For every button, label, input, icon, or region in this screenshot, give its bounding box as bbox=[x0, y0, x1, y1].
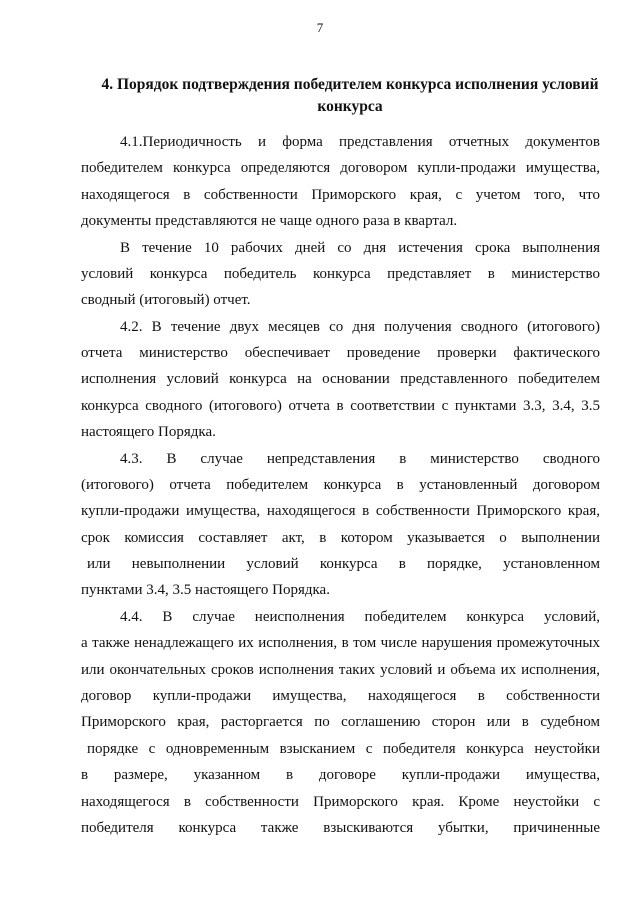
paragraph-4-4-line: а также ненадлежащего их исполнения, в том числе нарушения промежуточных bbox=[81, 635, 600, 651]
paragraph-4-2-line: отчета министерство обеспечивает проведение проверки фактического bbox=[81, 345, 600, 361]
paragraph-4-3-line: срок комиссия составляет акт, в котором указывается о выполнении bbox=[81, 530, 600, 546]
paragraph-4-3-line: купли-продажи имущества, находящегося в собственности Приморского края, bbox=[81, 503, 600, 519]
paragraph-4-1-line: 4.1.Периодичность и форма представления отчетных документов bbox=[120, 134, 600, 150]
paragraph-4-4-line: или окончательных сроков исполнения таких условий и объема их исполнения, bbox=[81, 662, 600, 678]
paragraph-4-2-line: конкурса сводного (итогового) отчета в соответствии с пунктами 3.3, 3.4, 3.5 bbox=[81, 398, 600, 414]
paragraph-4-3-line: или невыполнении условий конкурса в порядке, установленном bbox=[87, 556, 600, 572]
paragraph-4-3-line: 4.3. В случае непредставления в министерство сводного bbox=[120, 451, 600, 467]
paragraph-4-1-line: документы представляются не чаще одного раза в квартал. bbox=[81, 213, 458, 229]
paragraph-4-4-line: 4.4. В случае неисполнения победителем конкурса условий, bbox=[120, 609, 600, 625]
paragraph-4-4-line: Приморского края, расторгается по соглашению сторон или в судебном bbox=[81, 714, 600, 730]
paragraph-term-line: В течение 10 рабочих дней со дня истечения срока выполнения bbox=[120, 240, 600, 256]
paragraph-4-3-line: пунктами 3.4, 3.5 настоящего Порядка. bbox=[81, 582, 330, 598]
paragraph-4-1-line: находящегося в собственности Приморского края, с учетом того, что bbox=[81, 187, 600, 203]
heading-line: 4. Порядок подтверждения победителем конкурса исполнения условий bbox=[101, 76, 599, 93]
paragraph-4-4-line: договор купли-продажи имущества, находящегося в собственности bbox=[81, 688, 600, 704]
paragraph-4-1-line: победителем конкурса определяются договором купли-продажи имущества, bbox=[81, 160, 600, 176]
section-heading bbox=[100, 74, 600, 118]
paragraph-4-4-line: победителя конкурса также взыскиваются убытки, причиненные bbox=[81, 820, 600, 836]
paragraph-4-2-line: настоящего Порядка. bbox=[81, 424, 216, 440]
paragraph-term-line: сводный (итоговый) отчет. bbox=[81, 292, 251, 308]
paragraph-4-2-line: исполнения условий конкурса на основании представленного победителем bbox=[81, 371, 600, 387]
paragraph-4-3-line: (итогового) отчета победителем конкурса в установленный договором bbox=[81, 477, 600, 493]
paragraph-term-line: условий конкурса победитель конкурса представляет в министерство bbox=[81, 266, 600, 282]
paragraph-4-4-line: порядке с одновременным взысканием с победителя конкурса неустойки bbox=[87, 741, 600, 757]
heading-line: конкурса bbox=[317, 98, 383, 115]
paragraph-4-2-line: 4.2. В течение двух месяцев со дня получения сводного (итогового) bbox=[120, 319, 600, 335]
page-number: 7 bbox=[316, 20, 324, 35]
paragraph-4-4-line: находящегося в собственности Приморского края. Кроме неустойки с bbox=[81, 794, 600, 810]
paragraph-4-4-line: в размере, указанном в договоре купли-продажи имущества, bbox=[81, 767, 600, 783]
